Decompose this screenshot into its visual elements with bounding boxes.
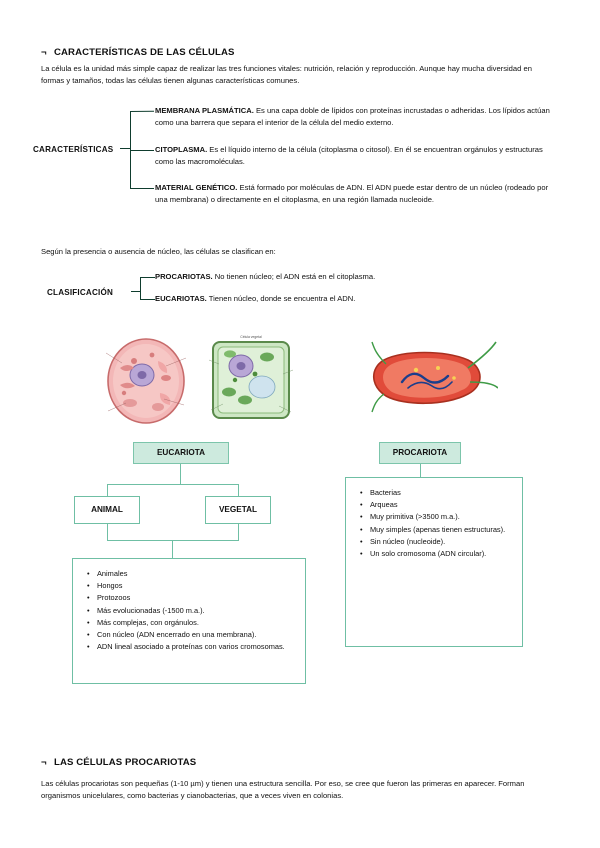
page-title: CARACTERÍSTICAS DE LAS CÉLULAS bbox=[54, 47, 235, 58]
list-item: • Más evolucionadas (-1500 m.a.). bbox=[87, 605, 293, 617]
tree-line-list-join bbox=[107, 540, 239, 541]
list-item: • Muy simples (apenas tienen estructuras). bbox=[360, 524, 515, 536]
item-body: Es una capa doble de lípidos con proteínas incrustadas o adheridas. Los lípidos actúan como una barrera que separa el interior de la célula del medio externo. bbox=[155, 106, 550, 127]
box-vegetal bbox=[205, 496, 271, 524]
eucariota-bullet-list bbox=[87, 568, 293, 653]
item-term: EUCARIOTAS. bbox=[155, 294, 207, 303]
item-term: MATERIAL GENÉTICO. bbox=[155, 183, 238, 192]
list-item bbox=[155, 271, 535, 283]
connector-label-1 bbox=[120, 148, 131, 149]
list-item: • Más complejas, con orgánulos. bbox=[87, 617, 293, 629]
list-item: • Hongos bbox=[87, 580, 293, 592]
classification-intro: Según la presencia o ausencia de núcleo, las células se clasifican en: bbox=[41, 247, 276, 256]
box-vegetal-label: VEGETAL bbox=[218, 504, 258, 514]
item-term: CITOPLASMA. bbox=[155, 145, 208, 154]
list-item: • Bacterias bbox=[360, 487, 515, 499]
list-item bbox=[155, 105, 555, 129]
tree-line-procariota-down bbox=[420, 464, 421, 477]
item-term: PROCARIOTAS. bbox=[155, 272, 213, 281]
list-item: • Un solo cromosoma (ADN circular). bbox=[360, 548, 515, 560]
tree-line-list-down bbox=[172, 540, 173, 558]
connector-spine-2 bbox=[140, 277, 141, 299]
list-item bbox=[155, 293, 535, 305]
tree-line-horizontal bbox=[107, 484, 239, 485]
list-item: • Muy primitiva (>3500 m.a.). bbox=[360, 511, 515, 523]
svg-text:Célula vegetal: Célula vegetal bbox=[240, 335, 262, 339]
item-body: Está formado por moléculas de ADN. El ADN puede estar dentro de un núcleo (rodeado por una membrana) o directamente en el citoplasma, en una región llamada nucleoide. bbox=[155, 183, 549, 204]
list-item: • Arqueas bbox=[360, 499, 515, 511]
connector-branch-2a bbox=[140, 277, 155, 278]
list-item: • Animales bbox=[87, 568, 293, 580]
connector-branch-2b bbox=[140, 299, 155, 300]
tree-line-eucariota-down bbox=[180, 464, 181, 484]
tree-line-vegetal-to-list bbox=[238, 524, 239, 540]
box-animal-label: ANIMAL bbox=[91, 504, 123, 514]
item-body: Es el líquido interno de la célula (citoplasma o citosol). En él se encuentran orgánulos y estructuras como las macromoléculas. bbox=[155, 145, 543, 166]
tree-line-animal-to-list bbox=[107, 524, 108, 540]
box-eucariota-label: EUCARIOTA bbox=[156, 447, 206, 457]
list-box-procariota bbox=[345, 477, 523, 647]
group-label-caracteristicas: CARACTERÍSTICAS bbox=[33, 145, 114, 154]
list-item bbox=[155, 182, 555, 206]
section-dash-icon: ¬ bbox=[41, 47, 47, 58]
box-eucariota bbox=[133, 442, 229, 464]
connector-branch-1c bbox=[130, 188, 154, 189]
list-item bbox=[155, 144, 555, 168]
animal-cell-illustration bbox=[100, 333, 192, 428]
box-procariota-label: PROCARIOTA bbox=[392, 447, 448, 457]
list-item: • Con núcleo (ADN encerrado en una membrana). bbox=[87, 629, 293, 641]
bacteria-illustration bbox=[368, 338, 498, 418]
section-dash-icon-2: ¬ bbox=[41, 757, 47, 768]
connector-branch-1b bbox=[130, 150, 154, 151]
item-body: No tienen núcleo; el ADN está en el citoplasma. bbox=[212, 272, 376, 281]
group-label-clasificacion: CLASIFICACIÓN bbox=[47, 288, 113, 297]
list-box-eucariota bbox=[72, 558, 306, 684]
list-item: • Sin núcleo (nucleoide). bbox=[360, 536, 515, 548]
box-animal bbox=[74, 496, 140, 524]
tree-line-animal-down bbox=[107, 484, 108, 496]
connector-label-2 bbox=[131, 291, 141, 292]
section2-paragraph: Las células procariotas son pequeñas (1-10 µm) y tienen una estructura sencilla. Por eso, se cree que fueron las primeras en aparecer. Forman organismos unicelulares, como bacterias y cianobacterias, que a veces viven en colonias. bbox=[41, 779, 525, 800]
item-term: MEMBRANA PLASMÁTICA. bbox=[155, 106, 254, 115]
section2-title: LAS CÉLULAS PROCARIOTAS bbox=[54, 757, 197, 768]
procariota-bullet-list bbox=[360, 487, 515, 560]
vegetal-cell-illustration bbox=[205, 330, 297, 428]
list-item: • Protozoos bbox=[87, 592, 293, 604]
tree-line-vegetal-down bbox=[238, 484, 239, 496]
intro-paragraph: La célula es la unidad más simple capaz de realizar las tres funciones vitales: nutrición, relación y reproducción. Aunque hay mucha diversidad en formas y tamaños, todas las células tienen algunas características comunes. bbox=[41, 64, 532, 85]
item-body: Tienen núcleo, donde se encuentra el ADN. bbox=[206, 294, 356, 303]
connector-branch-1a bbox=[130, 111, 154, 112]
list-item: • ADN lineal asociado a proteínas con varios cromosomas. bbox=[87, 641, 293, 653]
box-procariota bbox=[379, 442, 461, 464]
